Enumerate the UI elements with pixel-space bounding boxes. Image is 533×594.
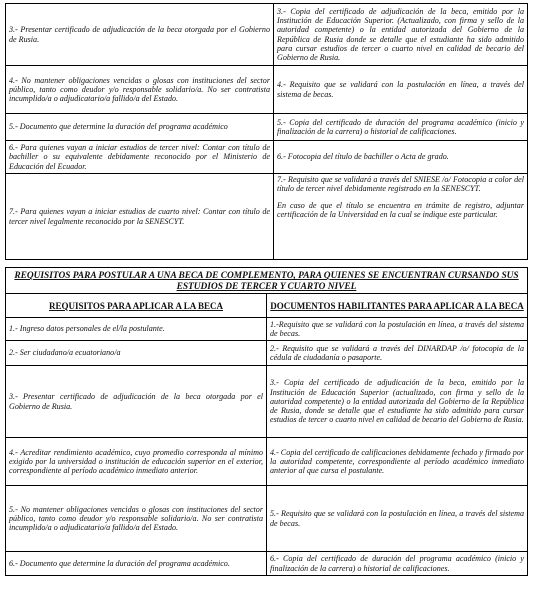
requirement-cell: 5.- No mantener obligaciones vencidas o glosas con instituciones del sector público, tanto como deudor y/o responsable solidario/a. No ser contratista incumplido/a o adjudicatario/a fallido/a del Estado. xyxy=(6,486,267,552)
table-title: REQUISITOS PARA POSTULAR A UNA BECA DE COMPLEMENTO, PARA QUIENES SE ENCUENTRAN CURSANDO SUS ESTUDIOS DE TERCER Y CUARTO NIVEL xyxy=(6,268,528,294)
document-cell: 2.- Requisito que se validará a través del DINARDAP /o/ fotocopia de la cédula de ciudadanía o pasaporte. xyxy=(267,341,528,366)
requirement-cell: 5.- Documento que determine la duración del programa académico xyxy=(6,114,274,141)
document-cell xyxy=(274,174,528,260)
table-row xyxy=(6,341,528,366)
document-cell: 4.- Copia del certificado de calificaciones debidamente fechado y firmado por la autoridad competente, correspondiente al período académico inmediato anterior al que cursa el postulante. xyxy=(267,438,528,486)
requirement-cell: 7.- Para quienes vayan a iniciar estudios de cuarto nivel: Contar con título de tercer nivel legalmente reconocido por la SENESCYT. xyxy=(6,174,274,260)
column-header-documents: DOCUMENTOS HABILITANTES PARA APLICAR A LA BECA xyxy=(267,294,528,318)
requirement-cell: 1.- Ingreso datos personales de el/la postulante. xyxy=(6,318,267,341)
column-header-requirements: REQUISITOS PARA APLICAR A LA BECA xyxy=(6,294,267,318)
table-row xyxy=(6,318,528,341)
document-cell: 5.- Requisito que se validará con la postulación en línea, a través del sistema de becas. xyxy=(267,486,528,552)
requirements-table-1 xyxy=(5,3,528,260)
table-header-row xyxy=(6,294,528,318)
table-row xyxy=(6,66,528,114)
document-note: En caso de que el título se encuentra en trámite de registro, adjuntar certificación de la Universidad en la cual se indique este particular. xyxy=(277,200,524,219)
document-cell: 3.- Copia del certificado de adjudicación de la beca, emitido por la Institución de Educación Superior (actualizado, con firma y sello de la autoridad competente) o la entidad autorizada del Gobierno de la República de Rusia, donde se detalle que el estudiante ha sido admitido para cursar estudios de tercer o cuarto nivel en calidad de becario del Gobierno de Rusia. xyxy=(267,366,528,438)
table-row xyxy=(6,114,528,141)
document-cell: 3.- Copia del certificado de adjudicación de la beca, emitido por la Institución de Educación Superior. (Actualizado, con firma y sello de la autoridad competente) o la entidad autorizada del Gobierno de la República de Rusia donde se detalle que el estudiante ha sido admitido para cursar estudios de tercer o cuarto nivel en calidad de becario del Gobierno de Rusia. xyxy=(274,4,528,66)
table-row xyxy=(6,4,528,66)
document-cell: 1.-Requisito que se validará con la postulación en línea, a través del sistema de becas. xyxy=(267,318,528,341)
table-row xyxy=(6,366,528,438)
requirement-cell: 2.- Ser ciudadano/a ecuatoriano/a xyxy=(6,341,267,366)
requirement-cell: 4.- Acreditar rendimiento académico, cuyo promedio corresponda al mínimo exigido por la universidad o institución de educación superior en el exterior, correspondiente al período académico inmediato anterior. xyxy=(6,438,267,486)
table-row xyxy=(6,141,528,174)
table-row xyxy=(6,552,528,576)
document-page xyxy=(5,3,528,576)
requirement-cell: 3.- Presentar certificado de adjudicación de la beca otorgada por el Gobierno de Rusia. xyxy=(6,366,267,438)
requirement-cell: 6.- Para quienes vayan a iniciar estudios de tercer nivel: Contar con título de bachiller o su equivalente debidamente reconocido por el Ministerio de Educación del Ecuador. xyxy=(6,141,274,174)
document-cell: 6.- Copia del certificado de duración del programa académico (inicio y finalización de la carrera) o historial de calificaciones. xyxy=(267,552,528,576)
document-cell: 5.- Copia del certificado de duración del programa académico (inicio y finalización de la carrera) o historial de calificaciones. xyxy=(274,114,528,141)
document-cell: 6.- Fotocopia del título de bachiller o Acta de grado. xyxy=(274,141,528,174)
table-row xyxy=(6,174,528,260)
requirement-cell: 4.- No mantener obligaciones vencidas o glosas con instituciones del sector público, tanto como deudor y/o responsable solidario/a. No ser contratista incumplido/a o adjudicatario/a fallido/a del Estado. xyxy=(6,66,274,114)
requirement-cell: 3.- Presentar certificado de adjudicación de la beca otorgada por el Gobierno de Rusia. xyxy=(6,4,274,66)
table-row xyxy=(6,486,528,552)
table-title-row xyxy=(6,268,528,294)
requirements-table-2 xyxy=(5,267,528,576)
document-text: 7.- Requisito que se validará a través del SNIESE /o/ Fotocopia a color del título de tercer nivel debidamente registrado en la SENESCYT. xyxy=(277,175,524,194)
document-cell: 4.- Requisito que se validará con la postulación en línea, a través del sistema de becas. xyxy=(274,66,528,114)
table-row xyxy=(6,438,528,486)
requirement-cell: 6.- Documento que determine la duración del programa académico. xyxy=(6,552,267,576)
